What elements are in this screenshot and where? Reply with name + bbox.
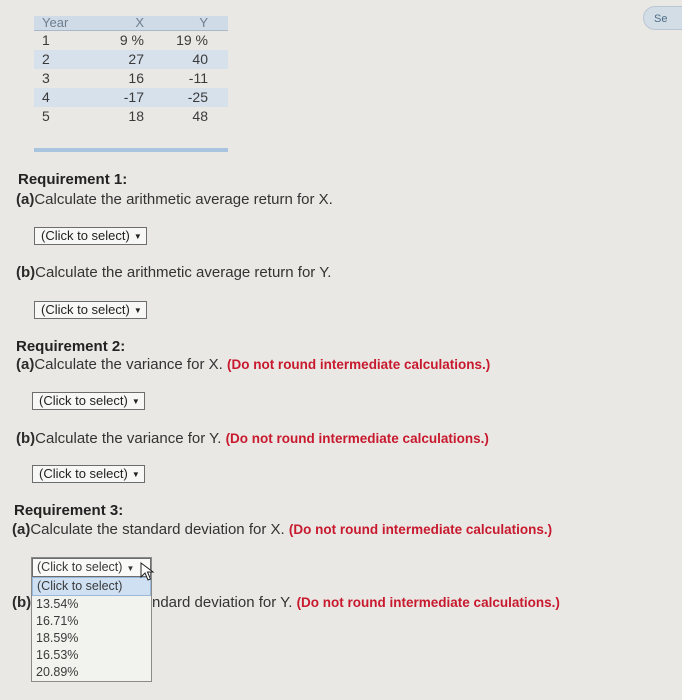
header-year: Year — [42, 15, 69, 30]
req2b-text: Calculate the variance for Y. — [35, 430, 222, 447]
cell-year: 3 — [42, 70, 50, 86]
table-row — [34, 69, 228, 88]
cell-y: 48 — [192, 108, 208, 124]
req3a-note: (Do not round intermediate calculations.) — [288, 522, 553, 537]
req1b-select[interactable] — [34, 301, 147, 319]
req3a-dropdown[interactable] — [31, 557, 152, 682]
cell-y: -11 — [188, 70, 208, 86]
mouse-cursor-icon — [140, 562, 156, 582]
chevron-down-icon: ▼ — [131, 397, 140, 406]
req3-title: Requirement 3: — [14, 502, 124, 519]
req2a-note: (Do not round intermediate calculations.) — [226, 357, 491, 372]
cell-y: -25 — [187, 89, 208, 105]
dropdown-option[interactable]: 20.89% — [36, 665, 79, 679]
cell-y: 40 — [192, 51, 208, 67]
chevron-down-icon: ▼ — [126, 564, 135, 573]
req1a-text: Calculate the arithmetic average return for X. — [34, 191, 333, 208]
cell-x: 16 — [128, 70, 144, 86]
returns-table — [34, 16, 228, 152]
req2b-note: (Do not round intermediate calculations.) — [225, 431, 489, 446]
dropdown-option[interactable]: (Click to select) — [32, 577, 151, 596]
cell-year: 2 — [42, 51, 50, 67]
cell-x: -17 — [123, 89, 144, 105]
table-row — [34, 31, 228, 50]
req1a-question — [16, 191, 333, 208]
req1-title: Requirement 1: — [18, 171, 128, 188]
req1b-part: (b) — [16, 264, 36, 281]
req3b-question — [152, 594, 560, 611]
header-y: Y — [199, 15, 208, 30]
table-row — [34, 50, 228, 69]
req1a-select-label: (Click to select) — [41, 228, 130, 243]
cell-year: 5 — [42, 108, 50, 124]
table-header — [34, 16, 228, 31]
chevron-down-icon: ▼ — [133, 232, 142, 241]
req2b-select-label: (Click to select) — [39, 466, 128, 481]
req3b-part: (b) — [12, 594, 32, 611]
search-field[interactable]: Se — [643, 6, 682, 30]
req2a-text: Calculate the variance for X. — [34, 356, 223, 373]
dropdown-option[interactable]: 13.54% — [36, 597, 79, 611]
cell-year: 4 — [42, 89, 50, 105]
req2b-part: (b) — [16, 430, 36, 447]
req3b-text: ndard deviation for Y. — [152, 594, 293, 611]
req3a-part: (a) — [12, 521, 31, 538]
req2a-select-label: (Click to select) — [39, 393, 128, 408]
req3b-part-label — [12, 594, 31, 611]
req1a-select[interactable] — [34, 227, 147, 245]
req1a-part: (a) — [16, 191, 35, 208]
req3a-select-label: (Click to select) — [37, 560, 123, 574]
req3a-select[interactable] — [32, 558, 151, 577]
cell-y: 19 % — [176, 32, 208, 48]
req1b-text: Calculate the arithmetic average return for Y. — [35, 264, 332, 281]
req3b-note: (Do not round intermediate calculations.) — [296, 595, 560, 610]
req2a-question — [16, 356, 490, 373]
req2-title: Requirement 2: — [16, 338, 126, 355]
req1b-question — [16, 264, 331, 281]
cell-x: 18 — [128, 108, 144, 124]
chevron-down-icon: ▼ — [131, 470, 140, 479]
req2b-question — [16, 430, 489, 447]
dropdown-option[interactable]: 16.53% — [36, 648, 79, 662]
cell-x: 27 — [128, 51, 144, 67]
cell-year: 1 — [42, 32, 50, 48]
req2a-select[interactable] — [32, 392, 145, 410]
table-divider — [34, 148, 228, 152]
req3a-text: Calculate the standard deviation for X. — [30, 521, 285, 538]
dropdown-option[interactable]: 16.71% — [36, 614, 79, 628]
req2a-part: (a) — [16, 356, 35, 373]
table-row — [34, 88, 228, 107]
req2b-select[interactable] — [32, 465, 145, 483]
header-x: X — [135, 15, 144, 30]
table-row — [34, 107, 228, 126]
req1b-select-label: (Click to select) — [41, 302, 130, 317]
cell-x: 9 % — [119, 32, 144, 48]
chevron-down-icon: ▼ — [133, 306, 142, 315]
dropdown-option[interactable]: 18.59% — [36, 631, 79, 645]
req3a-question — [12, 521, 552, 538]
